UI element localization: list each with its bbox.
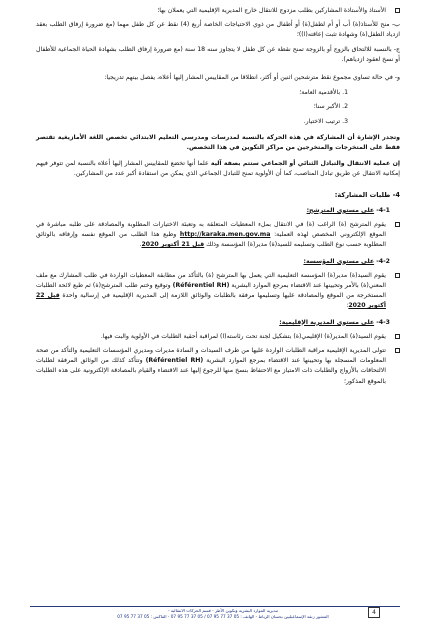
footer-divider <box>30 606 400 607</box>
level-2-deadline: قبل 22 أكتوبر 2020 <box>36 292 386 310</box>
tie-break-item-1: 1. بالأقدمية العامة؛ <box>299 89 348 97</box>
checkbox-bullet-icon <box>395 273 400 278</box>
level-2-bullet: يقوم السيد(ة) مدير(ة) المؤسسة التعليمية التي يعمل بها المترشح (ة) بالتأكد من مطابقة المعطيات الواردة في طلب المشارك مع ملف المعني(ة) بالأمر وتحيينها عند الاقتضاء بمرجع الموارد البشرية (Référentiel RH) وتوقيع وختم طلب المترشح(ة) ثم طبع لائحة الطلبات المستخرجة من الموقع والمصادقة عليها وتسليمها مرفقة بالطلبات والوثائق اللازمة إلى المديرية الإقليمية في إرسالية واحدة قبل 22 أكتوبر 2020: <box>36 271 400 312</box>
level-3-bullet-2 <box>36 346 400 387</box>
item-j: ج- بالنسبة للالتحاق بالزوج أو بالزوجة تمنح نقطة عن كل طفل لا يتجاوز سنه 18 سنة (مع ضرورة إرفاق الطلب بشهادة الحياة الجماعية للأطفال أو نسخ لعقود ازدياهم). <box>36 45 400 63</box>
checkbox-bullet-icon <box>395 8 400 13</box>
checkbox-bullet-icon <box>395 334 400 339</box>
level-1-number: 4-1- <box>376 206 390 214</box>
checkbox-bullet-icon <box>395 222 400 227</box>
level-3-title <box>36 318 400 328</box>
footer-line-2: المشور زنقة الإسماعيليين بحسان الرباط - الهاتف : 05 37 77 95 07 / 05 37 77 95 07 - الفاكس : 05 37 77 95 07 <box>117 614 329 620</box>
section-4-title: 4- طلبات المشاركة: <box>334 190 400 199</box>
level-2-text-b: وتوقيع وختم طلب المترشح(ة) ثم طبع لائحة الطلبات المستخرجة من الموقع والمصادقة عليها وتسليمها مرفقة بالطلبات والوثائق اللازمة إلى المديرية الإقليمية في إرسالية واحدة <box>36 282 386 300</box>
level-3-ref: (Référentiel RH) <box>145 357 204 365</box>
exchange-paragraph <box>36 159 400 179</box>
level-1-text-b: وطبع هذا الطلب من الموقع نفسه وإرفاقه بالوثائق المطلوبة حسب نوع الطلب وتسليمه للسيد(ة) مدير(ة) المؤسسة وذلك <box>36 231 386 249</box>
level-2-title <box>36 257 400 267</box>
amazigh-note: وتجدر الإشارة أن المشاركة في هذه الحركة بالنسبة لمدرسات ومدرسي التعليم الابتدائي تخصص اللغة الأمازيغية تقتصر فقط على المتخرجات والمتخرجين من مراكز التكوين في هذا التخصص. <box>36 133 400 152</box>
page-number: 4 <box>368 607 380 618</box>
level-2-number: 4-2- <box>376 257 390 265</box>
level-3-text2-a: تتولى المديرية الإقليمية مراقبة الطلبات الواردة عليها من طرف السيدات و السادة مديرات ومديري المؤسسات التعليمية والتأكد من صحة المعلومات المسجلة بها وتحيينها عند الاقتضاء بمرجع الموارد البشرية <box>36 347 387 365</box>
level-1-deadline: قبل 21 أكتوبر 2020 <box>141 241 205 249</box>
footer-line-1: مديرية الموارد البشرية وتكوين الأطر - قسم الحركات الانتقالية - <box>167 608 279 613</box>
item-w: و- في حالة تساوي مجموع نقط مترشحين اثنين أو أكثر، انطلاقا من المقاييس المشار إليها أعلاه، يفصل بينهم تدريجيا: <box>104 74 400 82</box>
tie-break-item-3: 3. ترتيب الاختيار. <box>303 117 348 125</box>
tie-break-item-2: 2. الأكبر سنا؛ <box>313 103 348 111</box>
level-2-ref: (Référentiel RH) <box>172 282 230 290</box>
level-1-text-a: يقوم المترشح (ة) الراغب (ة) في الانتقال بملء المعطيات المتعلقة به وتعبئة الاختيارات المطلوبة والمصادقة على طلبه مباشرة في الموقع الإلكتروني المخصص لهذه العملية: <box>36 221 386 239</box>
document-body <box>36 6 400 387</box>
level-1-bullet: يقوم المترشح (ة) الراغب (ة) في الانتقال بملء المعطيات المتعلقة به وتعبئة الاختيارات المطلوبة والمصادقة على طلبه مباشرة في الموقع الإلكتروني المخصص لهذه العملية: http://karaka.men.gov.ma وطبع هذا الطلب من الموقع نفسه وإرفاقه بالوثائق المطلوبة حسب نوع الطلب وتسليمه للسيد(ة) مدير(ة) المؤسسة وذلك قبل 21 أكتوبر 2020. <box>36 220 400 251</box>
footer <box>60 608 386 620</box>
level-3-text: يقوم السيد(ة) المدير(ة) الإقليمي(ة) بتشكيل لجنة تحت رئاسته(ا) لمراقبة أحقية الطلبات في الأولوية والبت فيها. <box>100 332 386 340</box>
level-3-text2-b: وتتأكد كذلك من الوثائق المرفقة لطلبات الالتحاقات بالأزواج والطلبات ذات الامتياز مع الاحتفاظ بنسخ منها للرجوع إليها عند الاقتضاء والقيام بالمصادقة الإلكترونية على هذه الطلبات بالموقع المذكور؛ <box>36 357 386 385</box>
karaka-url-link[interactable]: http://karaka.men.gov.ma <box>179 231 271 239</box>
level-3-bullet-1 <box>36 332 400 342</box>
item-b: ب- منح للأستاذ(ة) أب أو أم لطفل(ة) أو أطفال من ذوي الاحتياجات الخاصة أربع (4) نقط عن كل طفل مهما (مع ضرورة إرفاق الطلب بعقد ازدياد الطفل(ة) وشهادة تثبت إعاقته(ا))؛ <box>36 21 400 39</box>
level-2-label: على مستوى المؤسسة: <box>303 257 375 265</box>
exchange-paragraph-rest: علما أنها تخضع للمقاييس المشار إليها أعلاه بالنسبة لمن تتوفر فيهم إمكانية الانتقال عن طريق تبادل المناصب، كما أن الأولوية تمنح للتبادل الجماعي الذي يمكن من استفادة أكبر عدد من المشاركين. <box>36 160 400 178</box>
item-a-text: الأستاذ والأستاذة المشاركين بطلب مزدوج للانتقال خارج المديرية الإقليمية التي يعملان بها؛ <box>157 7 386 14</box>
item-a-tail <box>36 6 400 16</box>
checkbox-bullet-icon <box>395 348 400 353</box>
level-3-label: على مستوى المديرية الإقليمية: <box>279 318 375 326</box>
level-3-number: 4-3- <box>376 318 390 326</box>
exchange-paragraph-bold: إن عملية الانتقال والتبادل الثنائي أو الجماعي ستتم بصفة آلية <box>210 160 400 168</box>
level-1-label: على مستوى المترشح: <box>306 206 375 214</box>
tie-break-list <box>36 88 400 127</box>
level-2-text-a: يقوم السيد(ة) مدير(ة) المؤسسة التعليمية التي يعمل بها المترشح (ة) بالتأكد من مطابقة المعطيات الواردة في طلب المشارك مع ملف المعني(ة) بالأمر وتحيينها عند الاقتضاء بمرجع الموارد البشرية <box>36 271 386 290</box>
level-1-title <box>36 206 400 216</box>
